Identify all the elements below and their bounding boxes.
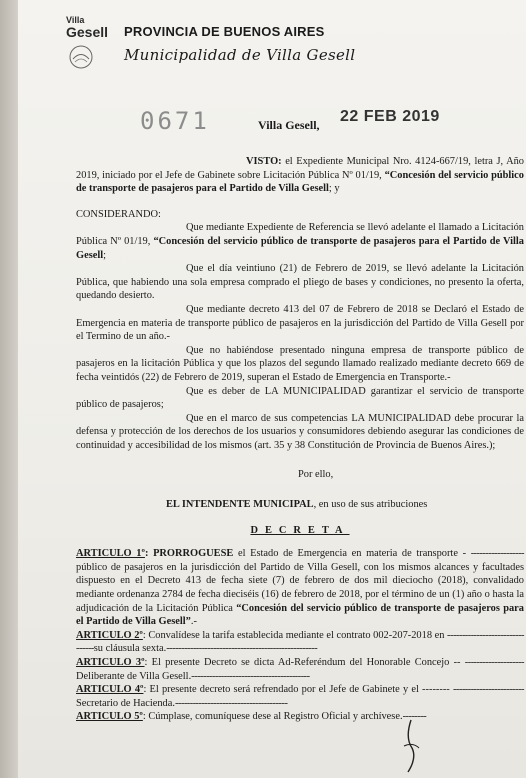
- article-5: ARTICULO 5º: Cúmplase, comuníquese dese al Registro Oficial y archívese.--------: [76, 711, 427, 723]
- considerando-4: Que no habiéndose presentado ninguna empresa de transporte público de pasajeros en la licitación Pública y que los plazos del segundo llamado realizado mediante decreto 669 de fecha veintidós (22) de Febrero de 2019, superan el Estado de Emergencia en Transporte.-: [76, 344, 524, 383]
- municipal-logo: [66, 15, 109, 74]
- date-stamp: 22 FEB 2019: [340, 108, 440, 125]
- article-3: ARTICULO 3º: El presente Decreto se dicta Ad-Referéndum del Honorable Concejo -- -------------------- Deliberante de Villa Gesell.----------------------------------------: [76, 657, 524, 682]
- seal-icon: [68, 44, 94, 70]
- document-body: [76, 155, 524, 724]
- article-2: ARTICULO 2º: Convalídese la tarifa establecida mediante el contrato 002-207-2018 en --------------------------------su cláusula sexta.---------------------------------------------------: [76, 629, 524, 655]
- signature-mark: [401, 718, 421, 774]
- visto-label: VISTO:: [246, 156, 282, 167]
- decree-number: 0671: [140, 107, 210, 135]
- considerando-5: Que es deber de LA MUNICIPALIDAD garantizar el servicio de transporte público de pasajeros;: [76, 385, 524, 411]
- article-4: ARTICULO 4º: El presente decreto será refrendado por el Jefe de Gabinete y el -------- ------------------------Secretario de Hacienda.--------------------------------------: [76, 684, 524, 709]
- considerando-2: Que el día veintiuno (21) de Febrero de 2019, se llevó adelante la Licitación Pública, que habiendo una sola empresa comprado el pliego de bases y condiciones, no presento la oferta, quedando desierto.: [76, 263, 524, 302]
- page-edge-shadow: [0, 0, 18, 778]
- logo-top-text: Villa: [66, 15, 85, 25]
- place-label: Villa Gesell,: [258, 118, 320, 132]
- visto-paragraph: VISTO: el Expediente Municipal Nro. 4124-667/19, letra J, Año 2019, iniciado por el Jefe de Gabinete sobre Licitación Pública Nº 01/19, “Concesión del servicio público de transporte de pasajeros para el Partido de Villa Gesell; y: [76, 156, 524, 195]
- por-ello: Por ello,: [298, 469, 334, 481]
- municipality-heading: Municipalidad de Villa Gesell: [124, 46, 356, 64]
- intendente-line: EL INTENDENTE MUNICIPAL, en uso de sus atribuciones: [166, 499, 428, 511]
- considerando-1: Que mediante Expediente de Referencia se llevó adelante el llamado a Licitación Pública Nº 01/19, “Concesión del servicio público de transporte de pasajeros para el Partido de Villa Gesell;: [76, 222, 524, 261]
- decreta-heading: DECRETA: [250, 524, 350, 536]
- considerando-label: CONSIDERANDO:: [76, 208, 161, 220]
- article-1: ARTICULO 1º: PRORROGUESE el Estado de Emergencia en materia de transporte - ------------------ público de pasajeros en la jurisdicción del Partido de Villa Gesell, con los mismos alcances y facultades dispuesto en el Decreto 413 de fecha siete (7) de febrero de dos mil dieciocho (2018), convalidado mediante ordenanza 2784 de fecha dieciséis (16) de febrero de 2018, por el término de un (1) año o hasta la adjudicación de la Licitación Pública “Concesión del servicio público de transporte de pasajeros para el Partido de Villa Gesell”.-: [76, 548, 525, 628]
- document-page: [18, 0, 526, 778]
- logo-bottom-text: Gesell: [66, 24, 109, 40]
- considerando-6: Que en el marco de sus competencias LA MUNICIPALIDAD debe procurar la defensa y protección de los derechos de los usuarios y consumidores debiendo asegurar las condiciones de continuidad y accesibilidad de los mismos (art. 35 y 38 Constitución de Provincia de Buenos Aires.);: [76, 412, 524, 451]
- letterhead: [66, 14, 506, 74]
- province-heading: PROVINCIA DE BUENOS AIRES: [124, 24, 325, 39]
- considerando-3: Que mediante decreto 413 del 07 de Febrero de 2018 se Declaró el Estado de Emergencia en materia de transporte público de pasajeros en la jurisdicción del Partido de Villa Gesell por el Termino de un año.-: [76, 303, 524, 343]
